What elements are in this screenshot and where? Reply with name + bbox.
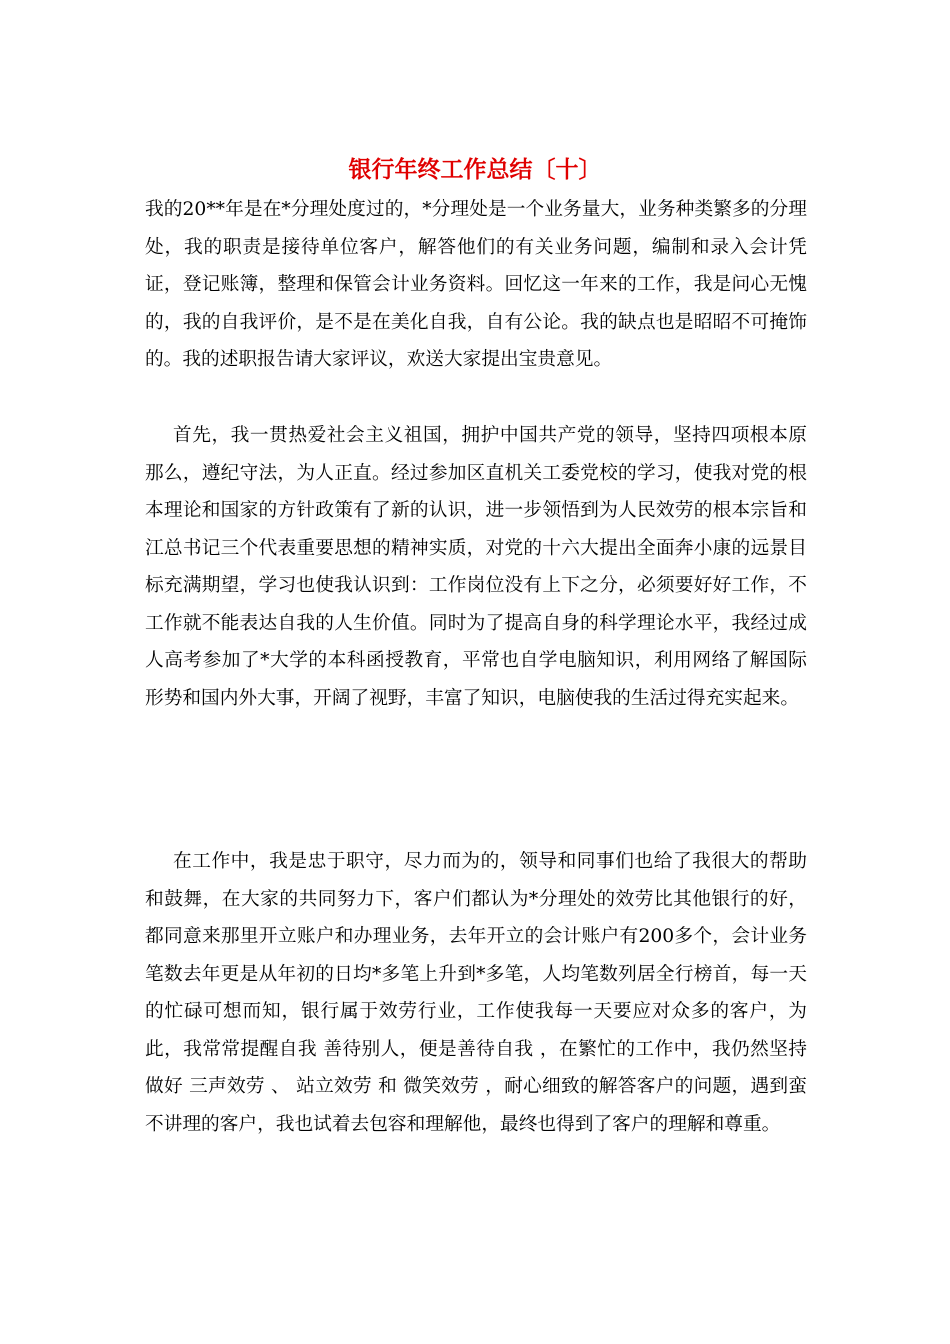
paragraph-intro: 我的20**年是在*分理处度过的，*分理处是一个业务量大，业务种类繁多的分理处，我的职责是接待单位客户，解答他们的有关业务问题，编制和录入会计凭证，登记账簿，整理和保管会计业务资料。回忆这一年来的工作，我是问心无愧的，我的自我评价，是不是在美化自我，自有公论。我的缺点也是昭昭不可掩饰的。我的述职报告请大家评议，欢送大家提出宝贵意见。 — [145, 199, 807, 370]
document-title: 银行年终工作总结〔十〕 — [348, 156, 602, 183]
paragraph-political-study: 首先，我一贯热爱社会主义祖国，拥护中国共产党的领导，坚持四项根本原那么，遵纪守法，为人正直。经过参加区直机关工委党校的学习，使我对党的根本理论和国家的方针政策有了新的认识，进一步领悟到为人民效劳的根本宗旨和江总书记三个代表重要思想的精神实质，对党的十六大提出全面奔小康的远景目标充满期望，学习也使我认识到：工作岗位没有上下之分，必须要好好工作，不工作就不能表达自我的人生价值。同时为了提高自身的科学理论水平，我经过成人高考参加了*大学的本科函授教育，平常也自学电脑知识，利用网络了解国际形势和国内外大事，开阔了视野，丰富了知识，电脑使我的生活过得充实起来。 — [145, 425, 807, 709]
paragraph-work-performance: 在工作中，我是忠于职守，尽力而为的，领导和同事们也给了我很大的帮助和鼓舞，在大家的共同努力下，客户们都认为*分理处的效劳比其他银行的好，都同意来那里开立账户和办理业务，去年开立的会计账户有200多个，会计业务笔数去年更是从年初的日均*多笔上升到*多笔，人均笔数列居全行榜首，每一天的忙碌可想而知，银行属于效劳行业，工作使我每一天要应对众多的客户，为此，我常常提醒自我 善待别人，便是善待自我 ，在繁忙的工作中，我仍然坚持做好 三声效劳 、 站立效劳 和 微笑效劳 ，耐心细致的解答客户的问题，遇到蛮不讲理的客户，我也试着去包容和理解他，最终也得到了客户的理解和尊重。 — [145, 851, 807, 1135]
